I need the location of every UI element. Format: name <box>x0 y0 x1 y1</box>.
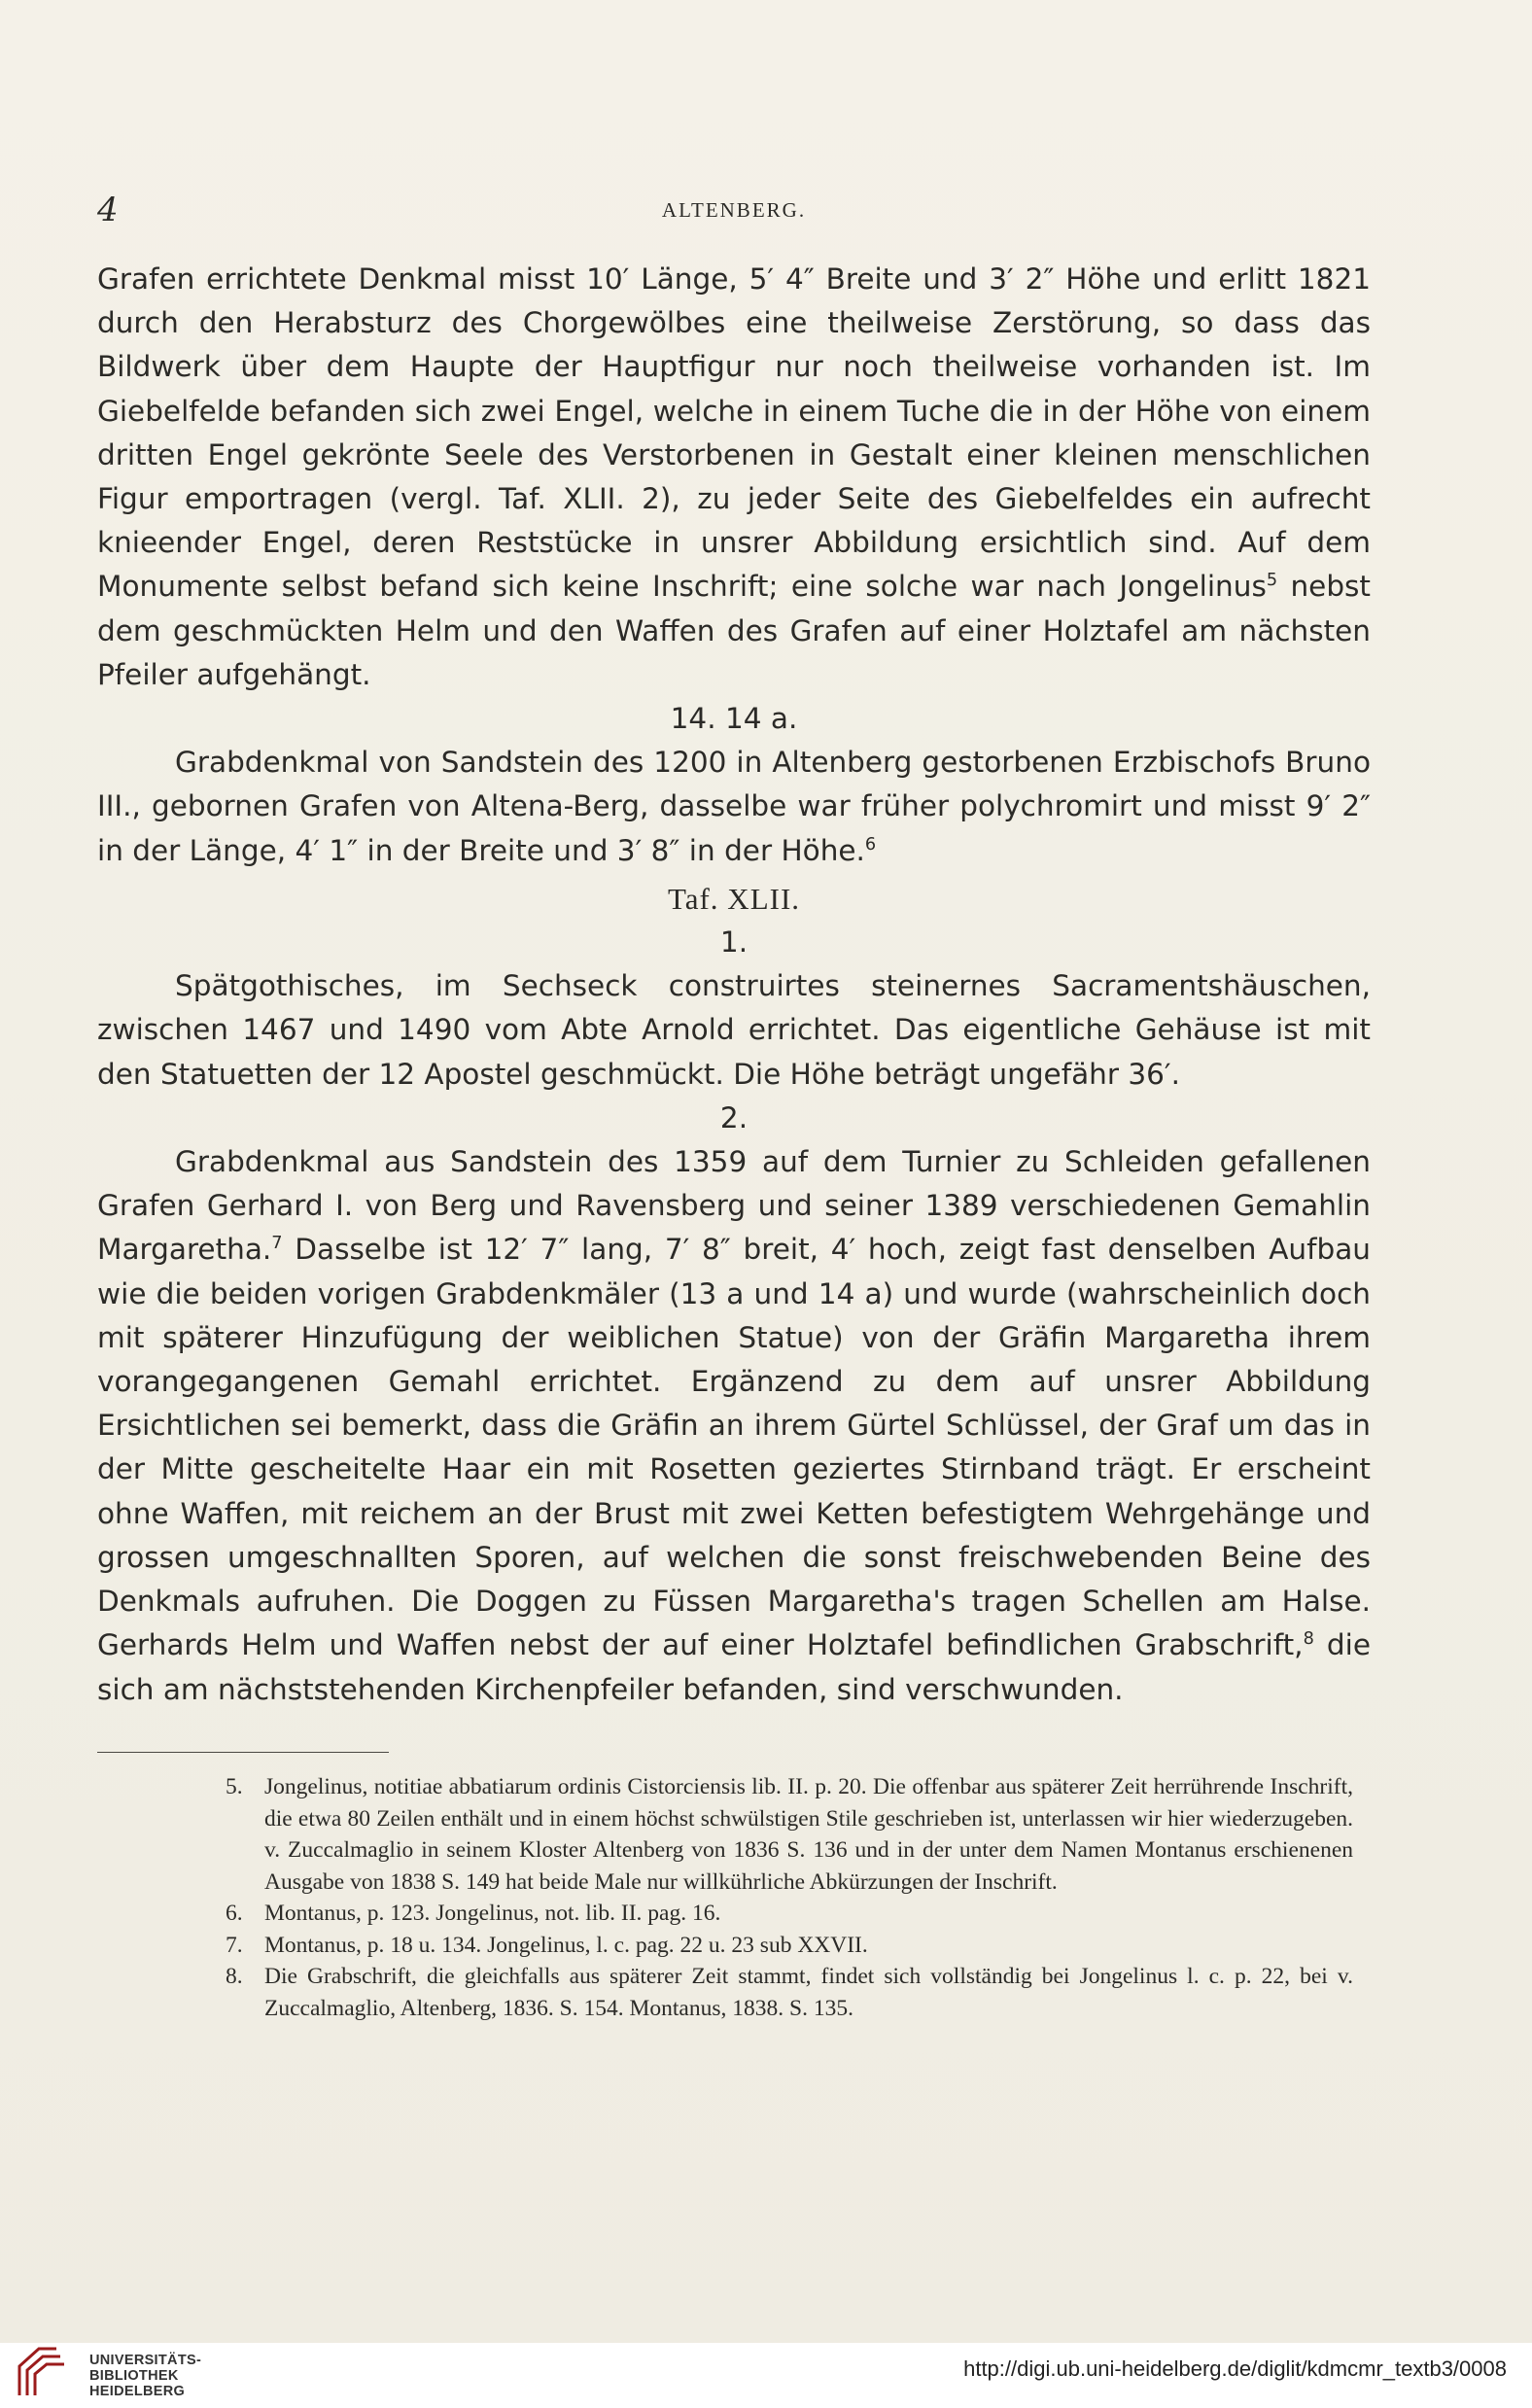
footnote-ref-7[interactable]: 7 <box>271 1234 283 1254</box>
footnote-7: 7. Montanus, p. 18 u. 134. Jongelinus, l. c. pag. 22 u. 23 sub XXVII. <box>226 1932 868 1958</box>
page-number: 4 <box>97 191 119 229</box>
permalink-url[interactable]: http://digi.ub.uni-heidelberg.de/diglit/kdmcmr_textb3/0008 <box>963 2356 1507 2381</box>
main-text <box>97 258 1371 1712</box>
paragraph-3: Spätgothisches, im Sechseck construirtes steinernes Sacramentshäuschen, zwischen 1467 und 1490 vom Abte Arnold errichtet. Das eigentliche Gehäuse ist mit den Statuetten der 12 Apostel geschmückt. Die Höhe beträgt ungefähr 36′. <box>97 969 1371 1091</box>
section-heading-2: 2. <box>719 1100 749 1134</box>
section-heading-14: 14. 14 a. <box>670 702 798 736</box>
library-name: UNIVERSITÄTS- BIBLIOTHEK HEIDELBERG <box>89 2353 202 2399</box>
running-title: ALTENBERG. <box>661 198 807 222</box>
footnote-ref-5[interactable]: 5 <box>1266 571 1278 591</box>
footnote-6: 6. Montanus, p. 123. Jongelinus, not. lib. II. pag. 16. <box>226 1901 721 1926</box>
footnote-5: 5. Jongelinus, notitiae abbatiarum ordinis Cistorciensis lib. II. p. 20. Die offenbar aus späterer Zeit herrührende Inschrift, die etwa 80 Zeilen enthält und in einem höchst schwülstigen Stile geschrieben ist, unterlassen wir hier wiederzugeben. v. Zuccalmaglio in seinem Kloster Altenberg von 1836 S. 136 und in der unter dem Namen Montanus erschienenen Ausgabe von 1838 S. 149 hat beide Male nur willkührliche Abkürzungen der Inschrift. <box>226 1774 1353 1895</box>
section-heading-1: 1. <box>719 925 749 960</box>
paragraph-1: Grafen errichtete Denkmal misst 10′ Länge, 5′ 4″ Breite und 3′ 2″ Höhe und erlitt 1821 durch den Herabsturz des Chorgewölbes eine theilweise Zerstörung, so dass das Bildwerk über dem Haupte der Hauptfigur nur noch theilweise vorhanden ist. Im Giebelfelde befanden sich zwei Engel, welche in einem Tuche die in der Höhe von einem dritten Engel gekrönte Seele des Verstorbenen in Gestalt einer kleinen menschlichen Figur emportragen (vergl. Taf. XLII. 2), zu jeder Seite des Giebelfeldes ein aufrecht knieender Engel, deren Reststücke in unsrer Abbildung ersichtlich sind. Auf dem Monumente selbst befand sich keine Inschrift; eine solche war nach Jongelinus$^5$ nebst dem geschmückten Helm und den Waffen des Grafen auf einer Holztafel am nächsten Pfeiler aufgehängt. <box>97 262 1371 691</box>
footnote-ref-6[interactable]: 6 <box>864 834 877 855</box>
plate-heading: Taf. XLII. <box>667 881 801 916</box>
paragraph-2: Grabdenkmal von Sandstein des 1200 in Altenberg gestorbenen Erzbischofs Bruno III., gebornen Grafen von Altena-Berg, dasselbe war früher polychromirt und misst 9′ 2″ in der Länge, 4′ 1″ in der Breite und 3′ 8″ in der Höhe.$^6$ <box>97 746 1371 867</box>
footnote-8: 8. Die Grabschrift, die gleichfalls aus späterer Zeit stammt, findet sich vollständig bei Jongelinus l. c. p. 22, bei v. Zuccalmaglio, Altenberg, 1836. S. 154. Montanus, 1838. S. 135. <box>226 1964 1353 2021</box>
footnote-divider <box>97 1752 389 1753</box>
footnotes <box>226 1771 1353 2024</box>
footnote-ref-8[interactable]: 8 <box>1303 1629 1314 1650</box>
page-header <box>97 191 1371 229</box>
library-logo-icon[interactable] <box>14 2345 74 2399</box>
paragraph-4: Grabdenkmal aus Sandstein des 1359 auf dem Turnier zu Schleiden gefallenen Grafen Gerhard I. von Berg und Ravensberg und seiner 1389 verschiedenen Gemahlin Margaretha.$^7$ Dasselbe ist 12′ 7″ lang, 7′ 8″ breit, 4′ hoch, zeigt fast denselben Aufbau wie die beiden vorigen Grabdenkmäler (13 a und 14 a) und wurde (wahrscheinlich doch mit späterer Hinzufügung der weiblichen Statue) von der Gräfin Margaretha ihrem vorangegangenen Gemahl errichtet. Ergänzend zu dem auf unsrer Abbildung Ersichtlichen sei bemerkt, dass die Gräfin an ihrem Gürtel Schlüssel, der Graf um das in der Mitte gescheitelte Haar ein mit Rosetten geziertes Stirnband trägt. Er erscheint ohne Waffen, mit reichem an der Brust mit zwei Ketten befestigtem Wehrgehänge und grossen umgeschnallten Sporen, auf welchen die sonst freischwebenden Beine des Denkmals aufruhen. Die Doggen zu Füssen Margaretha's tragen Schellen am Halse. Gerhards Helm und Waffen nebst der auf einer Holztafel befindlichen Grabschrift,$^8$ die sich am nächststehenden Kirchenpfeiler befanden, sind verschwunden. <box>97 1145 1372 1706</box>
